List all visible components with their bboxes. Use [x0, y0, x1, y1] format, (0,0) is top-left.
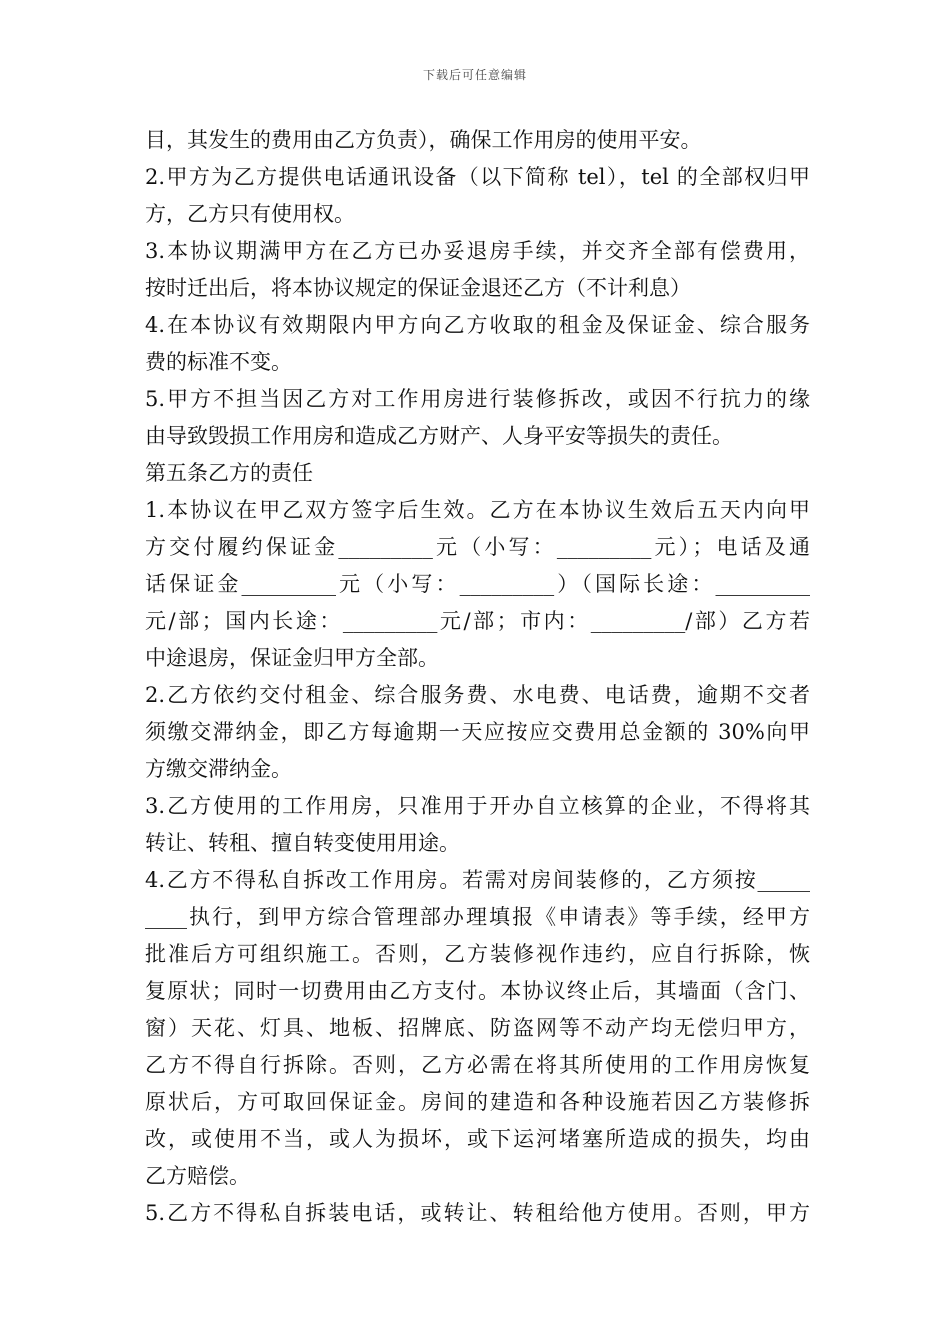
text-line: 改，或使用不当，或人为损坏，或下运河堵塞所造成的损失，均由 [145, 1127, 810, 1151]
text-line: 费的标准不变。 [145, 350, 292, 374]
text-line: 2.乙方依约交付租金、综合服务费、水电费、电话费，逾期不交者 [145, 683, 810, 707]
text-line: 第五条乙方的责任 [145, 461, 313, 485]
text-line: 窗）天花、灯具、地板、招牌底、防盗网等不动产均无偿归甲方， [145, 1016, 810, 1040]
text-line: 由导致毁损工作用房和造成乙方财产、人身平安等损失的责任。 [145, 424, 733, 448]
text-line: 目，其发生的费用由乙方负责），确保工作用房的使用平安。 [145, 128, 702, 152]
text-line: 批准后方可组织施工。否则，乙方装修视作违约，应自行拆除，恢 [145, 942, 810, 966]
page-header-note: 下载后可任意编辑 [422, 68, 527, 82]
text-line: 5.甲方不担当因乙方对工作用房进行装修拆改，或因不行抗力的缘 [145, 387, 810, 411]
text-line: 中途退房，保证金归甲方全部。 [145, 646, 439, 670]
text-line: 须缴交滞纳金，即乙方每逾期一天应按应交费用总金额的 30%向甲 [145, 720, 810, 744]
text-line: 元/部；国内长途：_________元/部；市内：_________/部）乙方若 [145, 609, 810, 633]
text-line: 话保证金_________元（小写：_________）（国际长途：_________ [145, 572, 810, 596]
text-line: 1.本协议在甲乙双方签字后生效。乙方在本协议生效后五天内向甲 [145, 498, 810, 522]
text-line: 原状后，方可取回保证金。房间的建造和各种设施若因乙方装修拆 [145, 1090, 810, 1114]
text-line: 转让、转租、擅自转变使用用途。 [145, 831, 460, 855]
text-line: 3.本协议期满甲方在乙方已办妥退房手续，并交齐全部有偿费用， [145, 239, 810, 263]
text-line: 4.在本协议有效期限内甲方向乙方收取的租金及保证金、综合服务 [145, 313, 810, 337]
text-line: 方缴交滞纳金。 [145, 757, 292, 781]
text-line: 复原状；同时一切费用由乙方支付。本协议终止后，其墙面（含门、 [145, 979, 810, 1003]
text-line: 方，乙方只有使用权。 [145, 202, 355, 226]
text-line: 乙方赔偿。 [145, 1164, 250, 1188]
text-line: 3.乙方使用的工作用房，只准用于开办自立核算的企业，不得将其 [145, 794, 810, 818]
text-line: 2.甲方为乙方提供电话通讯设备（以下简称 tel），tel 的全部权归甲 [145, 165, 810, 189]
text-line: 方交付履约保证金_________元（小写：_________元）；电话及通 [145, 535, 810, 559]
text-line: 4.乙方不得私自拆改工作用房。若需对房间装修的，乙方须按_____ [145, 868, 810, 892]
text-line: ____执行，到甲方综合管理部办理填报《申请表》等手续，经甲方 [145, 905, 810, 929]
text-line: 按时迁出后，将本协议规定的保证金退还乙方（不计利息） [145, 276, 691, 300]
text-line: 5.乙方不得私自拆装电话，或转让、转租给他方使用。否则，甲方 [145, 1201, 810, 1225]
document-body [145, 122, 810, 1232]
text-line: 乙方不得自行拆除。否则，乙方必需在将其所使用的工作用房恢复 [145, 1053, 810, 1077]
